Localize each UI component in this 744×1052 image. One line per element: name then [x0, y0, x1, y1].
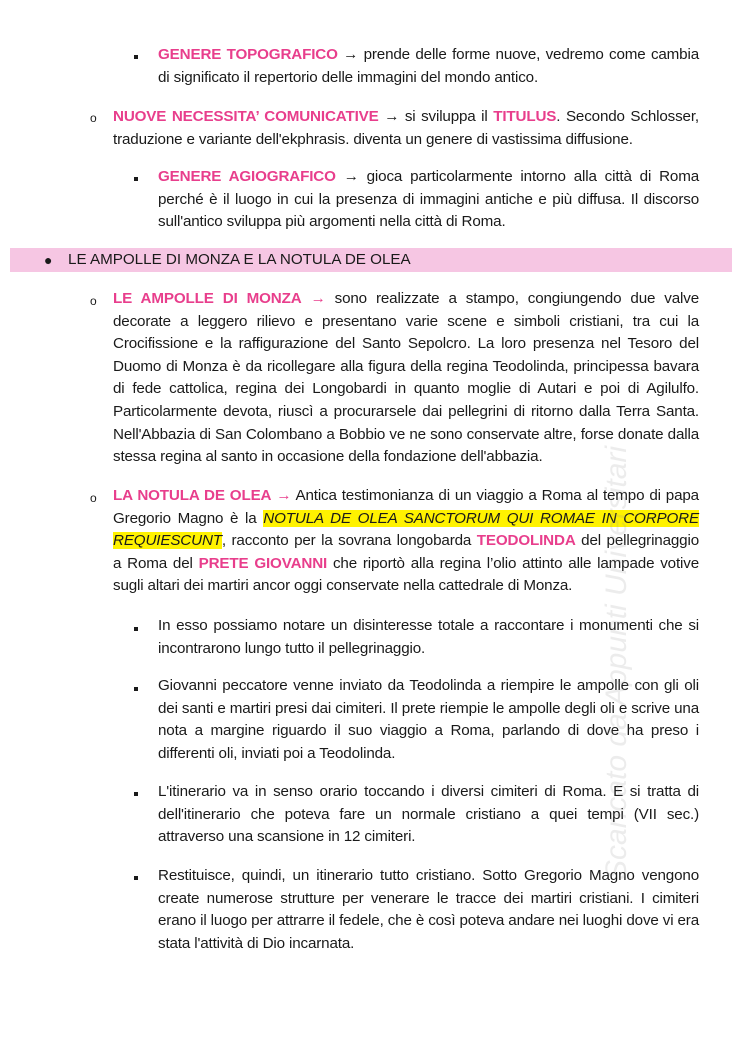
- bullet-square: [134, 677, 138, 699]
- keyword-genere-agiografico: GENERE AGIOGRAFICO: [158, 168, 336, 185]
- paragraph-nuove-necessita: [113, 106, 699, 151]
- bullet-square: [134, 782, 138, 804]
- paragraph-text: del pellegrinaggio a Roma del: [113, 532, 700, 572]
- subpoint-2: Giovanni peccatore venne inviato da Teodolinda a riempire le ampolle con gli oli dei santi e martiri presi dai cimiteri. Il prete riempie le ampolle degli oli e scrive una nota a margine riguardo il suo viaggio a Roma, parlando di dove ha preso i differenti oli, inviati poi a Teodolinda.: [158, 677, 699, 762]
- arrow-icon: →: [384, 108, 400, 125]
- paragraph-text: sono realizzate a stampo, congiungendo due valve decorate a leggero rilievo e presentano varie scene e simboli cristiani, tra cui la Crocifissione e la raffigurazione del Santo Sepolcro. La loro presenza nel Tesoro del Duomo di Monza è da ricollegare alla figura della regina Teodolinda, principessa bavara di fede cattolica, regina dei Longobardi in quanto moglie di Autari e poi di Agilulfo. Particolarmente devota, riuscì a procurarsele dai pellegrini di ritorno dalla Terra Santa. Nell'Abbazia di San Colombano a Bobbio ve ne sono conservate altre, forse donate dalla stessa regina al santo in occasione della fondazione dell'abbazia.: [113, 290, 700, 466]
- bullet-circle: o: [90, 294, 97, 308]
- keyword-titulus: TITULUS: [493, 108, 557, 125]
- arrow-icon: →: [343, 168, 359, 185]
- paragraph-ampolle: [113, 288, 699, 469]
- arrow-icon: →: [276, 487, 292, 504]
- bullet-square: [134, 866, 138, 888]
- paragraph-genere-topografico: [158, 44, 699, 89]
- keyword-prete-giovanni: PRETE GIOVANNI: [198, 554, 328, 572]
- paragraph-text: Antica testimonianza di un viaggio a Roma al tempo di papa Gregorio Magno è la: [113, 487, 699, 527]
- paragraph-text: . Secondo Schlosser, traduzione e variante dell'ekphrasis. diventa un genere di vastissima diffusione.: [113, 108, 699, 148]
- paragraph-text: gioca particolarmente intorno alla città di Roma perché è il luogo in cui la presenza di immagini antiche e più diffusa. Il discorso sull'antico sviluppa più argomenti nella città di Roma.: [158, 168, 700, 231]
- arrow-icon: →: [343, 46, 359, 63]
- bullet-circle: o: [90, 491, 97, 505]
- arrow-icon: →: [310, 290, 326, 307]
- section-heading: LE AMPOLLE DI MONZA E LA NOTULA DE OLEA: [68, 251, 411, 268]
- keyword-ampolle: LE AMPOLLE DI MONZA: [113, 290, 302, 307]
- keyword-notula: LA NOTULA DE OLEA: [113, 487, 272, 504]
- bullet-square: [134, 617, 138, 639]
- paragraph-text: , racconto per la sovrana longobarda: [221, 532, 477, 550]
- subpoint-1: In esso possiamo notare un disinteresse totale a raccontare i monumenti che si incontrarono lungo tutto il pellegrinaggio.: [158, 617, 699, 657]
- subpoint-3: L'itinerario va in senso orario toccando i diversi cimiteri di Roma. E si tratta di dell'itinerario che poteva fare un normale cristiano a quei tempi (VII sec.) attraverso una scansione in 12 cimiteri.: [158, 783, 699, 846]
- watermark: Scaricato da Appunti Universitari: [600, 445, 633, 880]
- keyword-genere-topografico: GENERE TOPOGRAFICO: [158, 46, 338, 63]
- subpoint-4: Restituisce, quindi, un itinerario tutto cristiano. Sotto Gregorio Magno vengono create numerose strutture per venerare le tracce dei martiri cristiani. I cimiteri erano il luogo per attrarre il fedele, che è così poteva andare nei luoghi dove vi era stata l'attività di Dio incarnata.: [158, 867, 699, 952]
- bullet-dot: ●: [44, 252, 53, 268]
- bullet-circle: o: [90, 111, 97, 125]
- paragraph-text: che riportò alla regina l’olio attinto alle lampade votive sugli altari dei martiri ancor oggi conservate nella cattedrale di Monza.: [113, 554, 699, 595]
- keyword-nuove-necessita: NUOVE NECESSITA’ COMUNICATIVE: [113, 108, 379, 125]
- paragraph-text: prende delle forme nuove, vedremo come cambia di significato il repertorio delle immagini del mondo antico.: [158, 46, 700, 86]
- bullet-square: [134, 45, 138, 67]
- keyword-teodolinda: TEODOLINDA: [476, 532, 576, 550]
- highlighted-title: NOTULA DE OLEA SANCTORUM QUI ROMAE IN CORPORE REQUIESCUNT: [113, 509, 699, 550]
- paragraph-text: si sviluppa il: [399, 108, 494, 125]
- paragraph-genere-agiografico: [158, 166, 699, 234]
- bullet-square: [134, 167, 138, 189]
